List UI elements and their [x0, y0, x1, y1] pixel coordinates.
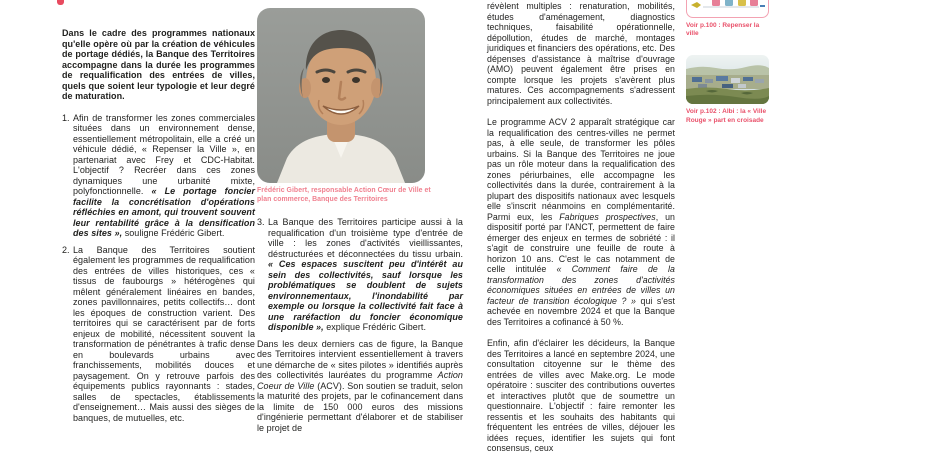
portrait-illustration [257, 8, 425, 183]
fabriques-prospectives-italic: Fabriques prospectives [559, 211, 656, 222]
program-name-italic: Action Coeur de Ville [257, 370, 463, 391]
thumbnail-diagram-repenser-la-ville[interactable] [686, 0, 769, 18]
bold-italic-quote: « Ces espaces suscitent peu d'intérêt au sein des collectivités, sauf lorsque les problématiques se doublent de sujets environnementaux, l'inondabilité par exemple ou lorsque la collectivité fait face à une raréfaction du foncier économique disponible », [268, 259, 463, 333]
portrait-photo-frederic-gibert [257, 8, 425, 183]
ref-caption-p100[interactable]: Voir p.100 : Repenser la ville [686, 22, 760, 38]
column-3-paragraph-2: Le programme ACV 2 apparaît stratégique car la requalification des centres-villes ne permet pas, à elle seule, de transformer les pôles urbains. Si la Banque des Territoires ne joue pas un rôle moteur dans la requalification des zones périurbaines, elle accompagne les collectivités dans la durée, contrairement à la plupart des dispositifs nationaux avec lesquels elle s'inscrit néanmoins en complémentarité. Parmi eux, les Fabriques prospectives, un dispositif porté par l'ANCT, permettent de faire émerger des enjeux en termes de sobriété : il s'agit de construire une feuille de route à horizon 10 ans. C'est le cas notamment de celle intitulée « Comment faire de la transformation des zones d'activités économiques situées en entrées de villes un facteur de transition écologique ? » qui s'est achevée en novembre 2024 et que la Banque des Territoires a cofinancé à 50 %. [487, 117, 676, 327]
thumbnail-albi-aerial-photo[interactable] [686, 55, 769, 104]
diagram-thumbnail-graphic [687, 0, 767, 16]
item-number: 1. [62, 112, 70, 123]
numbered-item-2 [62, 245, 255, 424]
report-title-italic: « Comment faire de la transformation des zones d'activités économiques situées en entrées de villes un facteur de transition écologique ? » [487, 264, 676, 306]
numbered-item-1 [62, 113, 255, 239]
numbered-item-3 [257, 217, 463, 333]
albi-aerial-graphic [686, 55, 769, 104]
column-3-paragraph-1: révèlent multiples : renaturation, mobilités, études d'aménagement, diagnostics techniques, faisabilité opérationnelle, dépollution, études de marché, montages juridiques et financiers des opérations, etc. Des dépenses d'assistance à maîtrise d'ouvrage (AMO) peuvent également être prises en compte lorsque les projets s'avèrent plus matures. Ces accompagnements s'adressent principalement aux collectivités. [487, 1, 675, 106]
column-2-paragraph: Dans les deux derniers cas de figure, la Banque des Territoires intervient essentiellement à travers une démarche de « sites pilotes » identifiés auprès des collectivités lauréates du programme Action Coeur de Ville (ACV). Son soutien se traduit, selon la maturité des projets, par le cofinancement dans la limite de 150 000 euros des missions d'ingénierie permettant d'élaborer et de stabiliser le projet de [257, 338, 463, 433]
item-3-text: La Banque des Territoires participe aussi à la requalification d'un troisième type d'entrée de ville : les zones d'activités vieillissantes, déstructurées et déconnectées du tissu urbain. « Ces espaces suscitent peu d'intérêt au sein des collectivités, sauf lorsque les problématiques se doublent de sujets environnementaux, l'inondabilité par exemple ou lorsque la collectivité fait face à une raréfaction du foncier économique disponible », explique Frédéric Gibert. [268, 217, 463, 333]
photo-caption: Frédéric Gibert, responsable Action Cœur de Ville et plan commerce, Banque des Territoires [257, 187, 431, 203]
column-3 [487, 0, 675, 465]
item-1-text: Afin de transformer les zones commerciales situées dans un environnement dense, essentiellement métropolitain, elle a créé un véhicule dédié, « Repenser la Ville », en partenariat avec Frey et CDC-Habitat. L'objectif ? Recréer dans ces zones dynamiques une urbanité mixte, polyfonctionnelle. « Le portage foncier facilite la concrétisation d'opérations réfléchies en amont, qui trouvent souvent leur rentabilité grâce à la densification des sites », souligne Frédéric Gibert. [73, 112, 255, 238]
column-2 [257, 0, 463, 444]
item-2-text: La Banque des Territoires soutient également les programmes de requalification des entrées de villes historiques, ces « tissus de faubourgs » hétérogènes qui mêlent généralement linéaires en bandes, zones pavillonnaires, petits collectifs… dont les époques de construction varient. Des territoires qui se caractérisent par de forts enjeux de mobilité, nécessitent souvent la transformation de pénétrantes à trafic dense en boulevards urbains avec franchissements, mobilités douces et paysagement. On y retrouve parfois des équipements publics rayonnants : stades, salles de spectacles, établissements d'enseignement… Mais aussi des sièges de banques, de mutuelles, etc. [73, 244, 255, 423]
bold-italic-quote: « Le portage foncier facilite la concrétisation d'opérations réfléchies en amont, qui trouvent souvent leur rentabilité grâce à la densification des sites », [73, 186, 255, 238]
column-1 [62, 0, 255, 429]
ref-caption-p102[interactable]: Voir p.102 : Albi : la « Ville Rouge » part en croisade [686, 108, 767, 124]
standfirst-paragraph: Dans le cadre des programmes nationaux qu'elle opère où par la création de véhicules de portage dédiés, la Banque des Territoires accompagne dans la durée les programmes de requalification des entrées de villes, quels que soient leur typologie et leur degré de maturation. [62, 28, 255, 101]
column-3-paragraph-3: Enfin, afin d'éclairer les décideurs, la Banque des Territoires a lancé en septembre 2024, une consultation citoyenne sur le thème des entrées de villes avec Make.org. Le mode opératoire : susciter des contributions ouvertes et interactives plutôt que de soumettre un questionnaire. L'objectif : faire remonter les ressentis et les souhaits des habitants qui fréquentent les entrées de villes, déjouer les idées reçues, identifier les sujets qui font consensus, ceux [487, 338, 675, 453]
cross-reference-sidebar [686, 0, 770, 125]
item-number: 3. [257, 217, 265, 228]
item-number: 2. [62, 244, 70, 255]
